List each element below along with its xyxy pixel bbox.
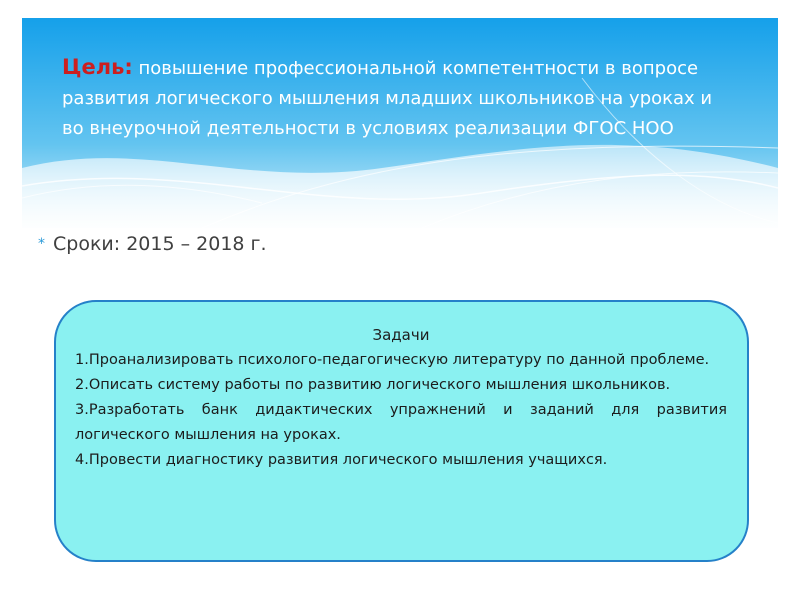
goal-line-1 [62, 52, 784, 84]
deadline-item [38, 233, 267, 255]
tasks-box [54, 300, 749, 562]
task-item-2: 2.Описать систему работы по развитию логического мышления школьников. [75, 377, 671, 393]
task-item-3: 3.Разработать банк дидактических упражнений и заданий для развития логического мышления на уроках. [75, 402, 727, 443]
goal-statement [62, 52, 784, 144]
task-item-1: 1.Проанализировать психолого-педагогическую литературу по данной проблеме. [75, 352, 710, 368]
goal-line-3: во внеурочной деятельности в условиях реализации ФГОС НОО [62, 118, 674, 139]
goal-text-1: повышение профессиональной компетентности в вопросе [132, 58, 699, 79]
tasks-title: Задачи [372, 326, 430, 344]
deadline-text: Сроки: 2015 – 2018 г. [53, 233, 267, 255]
task-item-4: 4.Провести диагностику развития логического мышления учащихся. [75, 452, 608, 468]
goal-label: Цель: [62, 55, 133, 79]
goal-line-2: развития логического мышления младших школьников на уроках и [62, 88, 713, 109]
asterisk-bullet-icon: * [38, 236, 45, 252]
